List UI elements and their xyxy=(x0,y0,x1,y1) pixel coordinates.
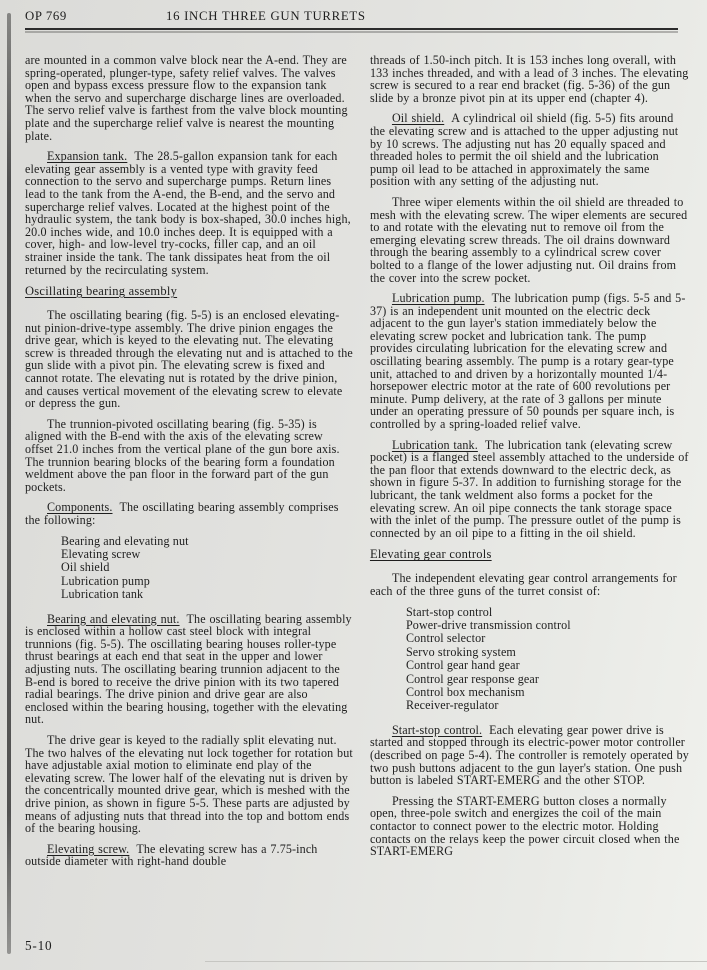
paragraph: Pressing the START-EMERG button closes a normally open, three-pole switch and energizes the coil of the main contactor to connect power to the electric motor. Holding contacts on the relays keep the power circuit closed when the START-EMERG xyxy=(369,793,680,859)
component-list xyxy=(370,606,689,713)
component-list xyxy=(25,535,353,602)
section-heading: Elevating gear controls xyxy=(369,547,492,562)
side-heading: Lubrication pump. xyxy=(391,291,485,306)
list-item: Bearing and elevating nut xyxy=(61,533,189,548)
side-heading: Oil shield. xyxy=(391,111,445,126)
paragraph: Three wiper elements within the oil shield are threaded to mesh with the elevating screw. The wiper elements are secured to and rotate with the elevating nut to remove oil from the emerging elevating screw threads. The oil drains downward through the bearing assembly to a cylindrical screw cover bolted to a flange of the lower adjusting nut. Oil drains from the cover into the screw pocket. xyxy=(369,194,688,285)
side-heading: Components. xyxy=(47,500,113,515)
list-item: Control selector xyxy=(405,631,486,646)
text-columns xyxy=(25,54,689,876)
list-item: Control gear response gear xyxy=(405,671,540,686)
list-item: Servo stroking system xyxy=(405,644,516,659)
page-number: 5-10 xyxy=(25,938,53,953)
paragraph: threads of 1.50-inch pitch. It is 153 inches long overall, with 133 inches threaded, and with a lead of 3 inches. The elevating screw is secured to a rear end bracket (fig. 5-36) of the gun slide by a bronze pivot pin at its upper end (chapter 4). xyxy=(369,53,689,105)
list-item: Oil shield xyxy=(61,560,110,575)
list-item: Control box mechanism xyxy=(405,685,525,699)
paragraph: The independent elevating gear control arrangements for each of the three guns of the turret consist of: xyxy=(369,571,677,598)
side-heading: Start-stop control. xyxy=(391,722,483,737)
list-item: Start-stop control xyxy=(405,604,493,619)
side-heading: Lubrication tank. xyxy=(391,437,478,452)
list-item: Elevating screw xyxy=(61,547,141,561)
section-heading: Oscillating bearing assembly xyxy=(25,284,178,299)
paragraph: are mounted in a common valve block near the A-end. They are spring-operated, plunger-type, safety relief valves. The valves open and bypass excess pressure flow to the expansion tank when the servo and supercharge discharge lines are overloaded. The servo relief valve is farthest from the valve block mounting plate and the supercharge relief valve is nearest the mounting plate. xyxy=(25,53,348,143)
side-heading: Expansion tank. xyxy=(47,149,128,164)
list-item: Lubrication tank xyxy=(61,587,144,602)
paragraph: Start-stop control. Each elevating gear power drive is started and stopped through its electric-power motor controller (described on page 5-4). The controller is remotely operated by two push buttons adjacent to the gun layer's station. One push button is labeled START-EMERG and the other STOP. xyxy=(369,722,689,788)
paragraph: Bearing and elevating nut. The oscillating bearing assembly is enclosed within a hollow cast steel block with integral trunnions (fig. 5-5). The oscillating bearing houses roller-type thrust bearings at each end that seat in the upper and lower adjusting nuts. The oscillating bearing trunnion adjacent to the B-end is bored to receive the drive pinion with its two tapered radial bearings. The drive pinion and drive gear are also enclosed within the bearing housing, together with the elevating nut. xyxy=(25,611,352,727)
page-title: 16 INCH THREE GUN TURRETS xyxy=(166,9,366,23)
paragraph: Expansion tank. The 28.5-gallon expansion tank for each elevating gear assembly is a vented type with gravity feed connection to the servo and supercharge pumps. Return lines lead to the tank from the A-end, the B-end, and the servo and supercharge relief valves. Located at the highest point of the hydraulic system, the tank body is box-shaped, 30.0 inches high, 20.0 inches wide, and 10.0 inches deep. It is equipped with a cover, high- and low-level try-cocks, filler cap, and an oil strainer inside the tank. The tank dissipates heat from the oil returned by the recirculating system. xyxy=(25,149,351,277)
paragraph: The trunnion-pivoted oscillating bearing (fig. 5-35) is aligned with the B-end with the axis of the elevating screw offset 21.0 inches from the vertical plane of the gun bore axis. The trunnion bearing blocks of the bearing form a foundation weldment above the pan floor in the forward part of the gun pockets. xyxy=(25,416,340,494)
header-rule xyxy=(25,28,678,30)
paragraph: Lubrication pump. The lubrication pump (figs. 5-5 and 5-37) is an independent unit mounted on the electric deck adjacent to the gun layer's station immediately below the elevating screw pocket and lubrication tank. The pump provides circulating lubrication for the elevating screw and oscillating bearing assembly. The pump is a rotary gear-type unit, attached to and driven by a horizontally mounted 1/4-horsepower electric motor at the rate of 600 revolutions per minute. Pump delivery, at the rate of 3 gallons per minute under an operating pressure of 50 pounds per square inch, is controlled by a spring-loaded relief valve. xyxy=(369,291,686,432)
list-item: Lubrication pump xyxy=(61,573,150,588)
side-heading: Elevating screw. xyxy=(47,841,130,856)
paragraph: The drive gear is keyed to the radially split elevating nut. The two halves of the elevating nut lock together for rotation but have adjustable axial motion to eliminate end play of the elevating screw. The lower half of the elevating nut is driven by the concentrically mounted drive gear, which is meshed with the drive pinion, as shown in figure 5-5. These parts are adjusted by means of adjusting nuts that thread into the top and bottom ends of the bearing housing. xyxy=(25,732,353,836)
paragraph: Oil shield. A cylindrical oil shield (fig. 5-5) fits around the elevating screw and is attached to the upper adjusting nut by 10 screws. The adjusting nut has 20 equally spaced and threaded holes to permit the oil shield and the lubrication pump oil lead to be attached in approximately the same position with any setting of the adjusting nut. xyxy=(369,111,679,189)
paragraph: Elevating screw. The elevating screw has a 7.75-inch outside diameter with right-hand double xyxy=(25,841,318,869)
scan-edge-line xyxy=(205,961,707,962)
list-item: Control gear hand gear xyxy=(405,658,520,673)
right-column xyxy=(370,54,689,876)
left-column xyxy=(25,54,353,876)
list-item: Power-drive transmission control xyxy=(405,617,571,632)
page-binding-edge xyxy=(7,13,11,954)
side-heading: Bearing and elevating nut. xyxy=(47,611,180,626)
doc-number: OP 769 xyxy=(25,9,67,23)
paragraph: The oscillating bearing (fig. 5-5) is an enclosed elevating-nut pinion-drive-type assembly. The drive pinion engages the drive gear, which is keyed to the elevating nut. The elevating screw is threaded through the elevating nut and is attached to the gun slide with a pivot pin. The elevating screw is fixed and cannot rotate. The elevating nut is rotated by the drive pinion, and causes vertical movement of the elevating screw to elevate or depress the gun. xyxy=(25,308,353,411)
paragraph: Components. The oscillating bearing assembly comprises the following: xyxy=(25,500,339,527)
list-item: Receiver-regulator xyxy=(405,698,499,713)
paragraph: Lubrication tank. The lubrication tank (elevating screw pocket) is a flanged steel assembly attached to the underside of the pan floor that extends downward to the electric deck, as shown in figure 5-37. In addition to furnishing storage for the lubricant, the tank weldment also forms a pocket for the elevating screw. An oil pipe connects the tank storage space with the inlet of the pump. The pressure outlet of the pump is connected by an oil pipe to a fitting in the oil shield. xyxy=(369,437,689,540)
